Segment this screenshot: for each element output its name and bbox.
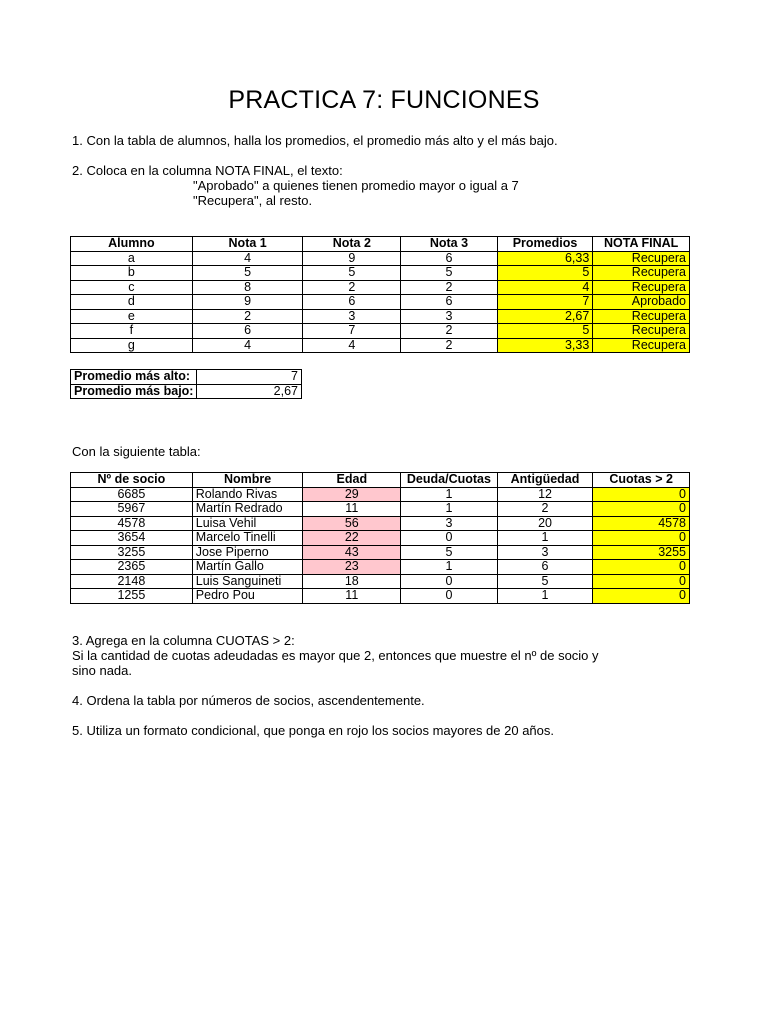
instruction-2a: "Aprobado" a quienes tienen promedio mayor o igual a 7 <box>193 178 519 193</box>
cell-cuotas-mayor-2: 3255 <box>593 545 690 560</box>
cell-deuda-cuotas: 0 <box>401 574 498 589</box>
cell-nota-3: 6 <box>401 295 498 310</box>
table-row <box>71 545 690 560</box>
cell-alumno: e <box>71 309 193 324</box>
cell-deuda-cuotas: 1 <box>401 487 498 502</box>
cell-cuotas-mayor-2: 0 <box>593 574 690 589</box>
max-average-value: 7 <box>197 370 302 385</box>
cell-nota-3: 3 <box>401 309 498 324</box>
cell-alumno: b <box>71 266 193 281</box>
cell-numero-socio: 2365 <box>71 560 193 575</box>
table-row <box>71 251 690 266</box>
cell-cuotas-mayor-2: 4578 <box>593 516 690 531</box>
cell-nota-2: 5 <box>303 266 401 281</box>
table-row <box>71 531 690 546</box>
members-table <box>70 472 690 604</box>
cell-edad: 43 <box>303 545 401 560</box>
header-nota-final: NOTA FINAL <box>593 237 690 252</box>
page-title: PRACTICA 7: FUNCIONES <box>228 86 540 114</box>
table-row <box>71 487 690 502</box>
cell-cuotas-mayor-2: 0 <box>593 487 690 502</box>
table-row <box>71 280 690 295</box>
task-5: 5. Utiliza un formato condicional, que ponga en rojo los socios mayores de 20 años. <box>72 723 555 738</box>
cell-edad: 18 <box>303 574 401 589</box>
cell-antiguedad: 3 <box>497 545 593 560</box>
table-row <box>71 338 690 353</box>
instruction-1: 1. Con la tabla de alumnos, halla los promedios, el promedio más alto y el más bajo. <box>72 133 558 148</box>
cell-nota-2: 2 <box>303 280 401 295</box>
table-row <box>71 309 690 324</box>
cell-nota-final: Recupera <box>593 338 690 353</box>
cell-antiguedad: 5 <box>497 574 593 589</box>
cell-antiguedad: 6 <box>497 560 593 575</box>
cell-deuda-cuotas: 3 <box>401 516 498 531</box>
cell-alumno: g <box>71 338 193 353</box>
cell-numero-socio: 5967 <box>71 502 193 517</box>
header-alumno: Alumno <box>71 237 193 252</box>
students-table <box>70 236 690 353</box>
table-row <box>71 574 690 589</box>
cell-numero-socio: 2148 <box>71 574 193 589</box>
header-cuotas-mayor-2: Cuotas > 2 <box>593 473 690 488</box>
cell-deuda-cuotas: 0 <box>401 531 498 546</box>
cell-nota-2: 9 <box>303 251 401 266</box>
header-numero-socio: Nº de socio <box>71 473 193 488</box>
cell-nota-final: Recupera <box>593 266 690 281</box>
summary-max-row <box>71 370 302 385</box>
cell-alumno: f <box>71 324 193 339</box>
cell-nota-1: 2 <box>192 309 303 324</box>
cell-edad: 11 <box>303 502 401 517</box>
cell-nota-final: Aprobado <box>593 295 690 310</box>
instruction-2: 2. Coloca en la columna NOTA FINAL, el texto: <box>72 163 343 178</box>
task-3b: sino nada. <box>72 663 132 678</box>
min-average-label: Promedio más bajo: <box>71 384 197 399</box>
header-deuda-cuotas: Deuda/Cuotas <box>401 473 498 488</box>
summary-min-row <box>71 384 302 399</box>
cell-numero-socio: 6685 <box>71 487 193 502</box>
header-edad: Edad <box>303 473 401 488</box>
cell-nota-3: 2 <box>401 280 498 295</box>
cell-nota-1: 9 <box>192 295 303 310</box>
cell-antiguedad: 1 <box>497 531 593 546</box>
cell-deuda-cuotas: 5 <box>401 545 498 560</box>
cell-nombre: Rolando Rivas <box>192 487 303 502</box>
cell-nota-2: 4 <box>303 338 401 353</box>
header-nombre: Nombre <box>192 473 303 488</box>
cell-nota-final: Recupera <box>593 309 690 324</box>
cell-deuda-cuotas: 1 <box>401 560 498 575</box>
cell-nombre: Jose Piperno <box>192 545 303 560</box>
members-header-row <box>71 473 690 488</box>
cell-antiguedad: 20 <box>497 516 593 531</box>
instruction-2b: "Recupera", al resto. <box>193 193 313 208</box>
cell-promedio: 5 <box>497 324 593 339</box>
table-row <box>71 502 690 517</box>
cell-alumno: a <box>71 251 193 266</box>
cell-edad: 22 <box>303 531 401 546</box>
cell-edad: 56 <box>303 516 401 531</box>
task-3a: Si la cantidad de cuotas adeudadas es mayor que 2, entonces que muestre el nº de socio y <box>72 648 599 663</box>
table-row <box>71 324 690 339</box>
header-promedios: Promedios <box>497 237 593 252</box>
cell-numero-socio: 4578 <box>71 516 193 531</box>
cell-promedio: 4 <box>497 280 593 295</box>
cell-edad: 29 <box>303 487 401 502</box>
cell-edad: 23 <box>303 560 401 575</box>
cell-nota-2: 6 <box>303 295 401 310</box>
header-nota-2: Nota 2 <box>303 237 401 252</box>
cell-nota-1: 8 <box>192 280 303 295</box>
header-antiguedad: Antigüedad <box>497 473 593 488</box>
cell-promedio: 6,33 <box>497 251 593 266</box>
cell-nota-3: 6 <box>401 251 498 266</box>
cell-promedio: 5 <box>497 266 593 281</box>
cell-nombre: Luis Sanguineti <box>192 574 303 589</box>
cell-numero-socio: 1255 <box>71 589 193 604</box>
cell-nombre: Martín Redrado <box>192 502 303 517</box>
cell-cuotas-mayor-2: 0 <box>593 502 690 517</box>
cell-antiguedad: 1 <box>497 589 593 604</box>
cell-nombre: Marcelo Tinelli <box>192 531 303 546</box>
cell-antiguedad: 2 <box>497 502 593 517</box>
cell-nota-final: Recupera <box>593 280 690 295</box>
cell-numero-socio: 3255 <box>71 545 193 560</box>
cell-deuda-cuotas: 0 <box>401 589 498 604</box>
cell-edad: 11 <box>303 589 401 604</box>
cell-nota-2: 7 <box>303 324 401 339</box>
cell-nota-final: Recupera <box>593 324 690 339</box>
cell-nota-final: Recupera <box>593 251 690 266</box>
max-average-label: Promedio más alto: <box>71 370 197 385</box>
table-row <box>71 560 690 575</box>
table-row <box>71 589 690 604</box>
min-average-value: 2,67 <box>197 384 302 399</box>
cell-cuotas-mayor-2: 0 <box>593 560 690 575</box>
cell-nombre: Martín Gallo <box>192 560 303 575</box>
cell-promedio: 7 <box>497 295 593 310</box>
members-intro: Con la siguiente tabla: <box>72 444 201 459</box>
cell-nota-1: 4 <box>192 338 303 353</box>
cell-nota-1: 4 <box>192 251 303 266</box>
cell-promedio: 3,33 <box>497 338 593 353</box>
cell-nota-3: 2 <box>401 324 498 339</box>
task-3: 3. Agrega en la columna CUOTAS > 2: <box>72 633 295 648</box>
cell-nombre: Luisa Vehil <box>192 516 303 531</box>
table-row <box>71 295 690 310</box>
cell-deuda-cuotas: 1 <box>401 502 498 517</box>
cell-nota-3: 5 <box>401 266 498 281</box>
cell-nota-2: 3 <box>303 309 401 324</box>
cell-numero-socio: 3654 <box>71 531 193 546</box>
table-row <box>71 516 690 531</box>
cell-nota-1: 5 <box>192 266 303 281</box>
table-row <box>71 266 690 281</box>
summary-table <box>70 369 302 399</box>
cell-nota-3: 2 <box>401 338 498 353</box>
cell-cuotas-mayor-2: 0 <box>593 531 690 546</box>
cell-cuotas-mayor-2: 0 <box>593 589 690 604</box>
header-nota-3: Nota 3 <box>401 237 498 252</box>
students-header-row <box>71 237 690 252</box>
header-nota-1: Nota 1 <box>192 237 303 252</box>
cell-nombre: Pedro Pou <box>192 589 303 604</box>
cell-alumno: d <box>71 295 193 310</box>
task-4: 4. Ordena la tabla por números de socios, ascendentemente. <box>72 693 425 708</box>
cell-promedio: 2,67 <box>497 309 593 324</box>
cell-alumno: c <box>71 280 193 295</box>
cell-nota-1: 6 <box>192 324 303 339</box>
cell-antiguedad: 12 <box>497 487 593 502</box>
